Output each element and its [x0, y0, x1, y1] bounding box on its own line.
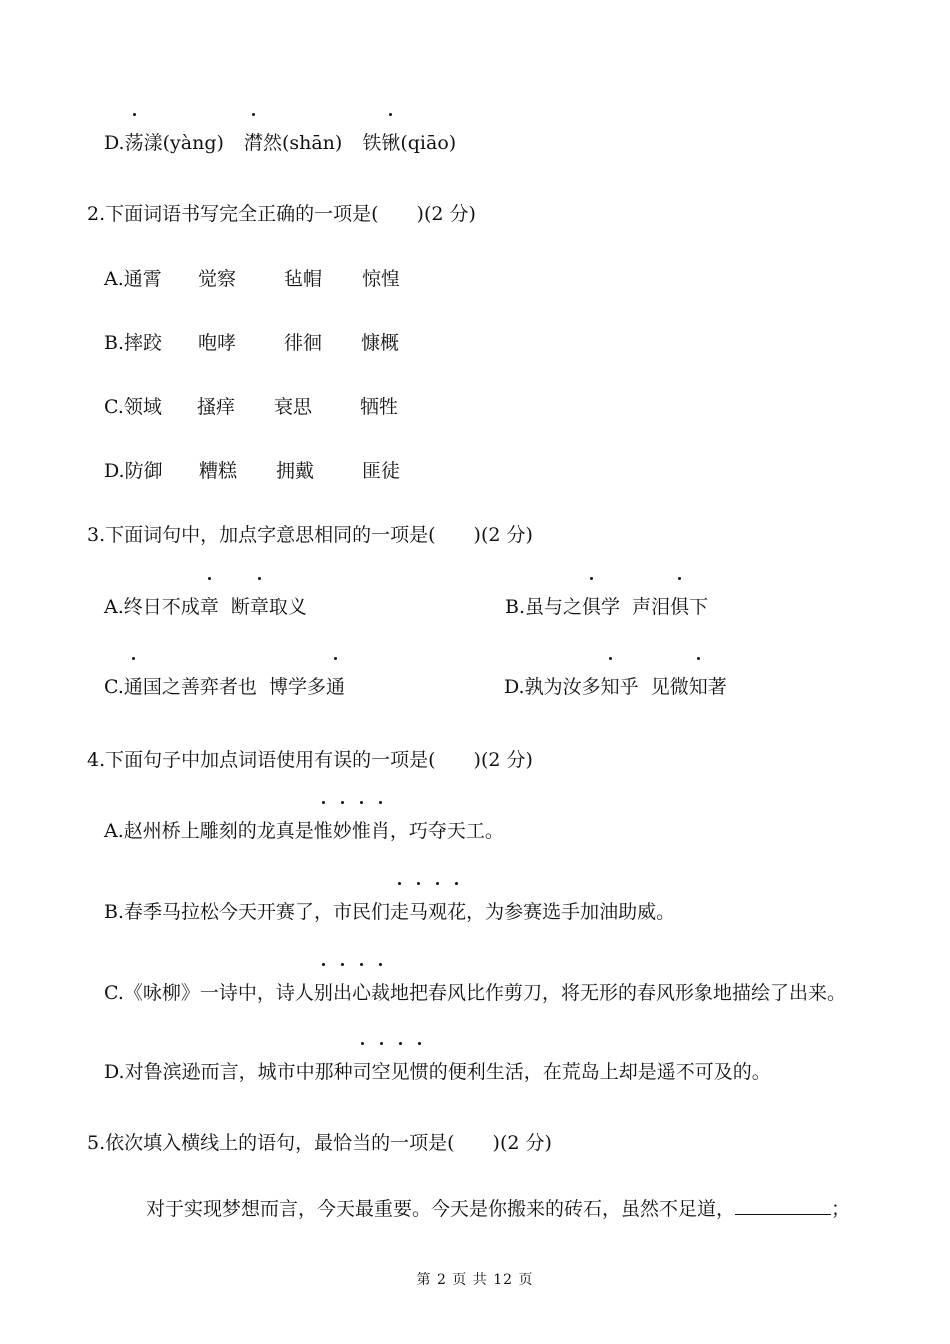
dotted-char: 观: [428, 901, 448, 923]
dotted-char: 通: [123, 676, 143, 698]
dotted-char: 别: [313, 982, 333, 1004]
word: 荡漾(yàng): [124, 132, 224, 154]
dotted-char: 肖: [370, 820, 390, 842]
q1-option-d: [104, 130, 456, 156]
option-label: A.: [104, 596, 124, 618]
dotted-char: 空: [371, 1061, 391, 1083]
dotted-char: 惟: [351, 820, 371, 842]
word: 摔跤: [124, 332, 163, 354]
dotted-char: 知: [688, 676, 708, 698]
word: 领域: [123, 396, 162, 418]
q5-passage: 对于实现梦想而言，今天最重要。今天是你搬来的砖石，虽然不足道， ；: [146, 1198, 851, 1220]
dotted-char: 惟: [313, 820, 333, 842]
dotted-char: 见: [390, 1061, 410, 1083]
q2-stem: 2.下面词语书写完全正确的一项是( )(2 分): [87, 203, 476, 225]
word: 咆哮: [198, 332, 237, 354]
option-label: C.: [104, 982, 124, 1004]
q4-option-d: D.对鲁滨逊而言，城市中那种司空见惯的便利生活，在荒岛上却是遥不可及的。: [104, 1061, 771, 1083]
q4-option-a: A.赵州桥上雕刻的龙真是惟妙惟肖，巧夺天工。: [104, 820, 504, 842]
dotted-char: 知: [600, 676, 620, 698]
answer-blank: [735, 1196, 831, 1215]
word: 徘徊: [284, 332, 323, 354]
dotted-char: 裁: [370, 982, 390, 1004]
q3-option-b: B.虽与之俱学 声泪俱下: [505, 596, 709, 618]
dotted-char: 俱: [582, 596, 602, 618]
option-label: B.: [505, 596, 526, 618]
q4-option-c: C.《咏柳》一诗中，诗人别出心裁地把春风比作剪刀，将无形的春风形象地描绘了出来。: [104, 982, 846, 1004]
option-label: A.: [104, 820, 124, 842]
word: 衰思: [274, 396, 313, 418]
q5-stem: 5.依次填入横线上的语句，最恰当的一项是( )(2 分): [87, 1132, 552, 1154]
word: 惊惶: [362, 268, 401, 290]
q3-option-a: A.终日不成章 断章取义: [104, 596, 307, 618]
word: 拥戴: [276, 460, 315, 482]
word: 通霄: [123, 268, 162, 290]
word: 糟糕: [199, 460, 238, 482]
dotted-char: 荡: [124, 132, 144, 154]
dotted-char: 花: [447, 901, 467, 923]
word: 防御: [124, 460, 163, 482]
word: 毡帽: [284, 268, 323, 290]
word: 搔痒: [197, 396, 236, 418]
word: 牺牲: [360, 396, 399, 418]
option-label: C.: [104, 676, 124, 698]
q2-option-b: [104, 330, 400, 356]
q4-option-b: B.春季马拉松今天开赛了，市民们走马观花，为参赛选手加油助威。: [104, 901, 676, 923]
option-label: D.: [104, 132, 125, 154]
word: 铁锹(qiāo): [362, 132, 457, 154]
q4-stem: 4.下面句子中加点词语使用有误的一项是( )(2 分): [87, 749, 533, 771]
q2-option-c: [104, 394, 399, 420]
word: 匪徒: [362, 460, 401, 482]
page-footer: 第 2 页 共 12 页: [416, 1272, 534, 1288]
option-label: B.: [104, 901, 125, 923]
dotted-char: 章: [249, 596, 269, 618]
word: 慷概: [361, 332, 400, 354]
dotted-char: 马: [409, 901, 429, 923]
dotted-char: 通: [326, 676, 346, 698]
dotted-char: 出: [332, 982, 352, 1004]
option-label: D.: [104, 460, 125, 482]
option-label: D.: [104, 1061, 125, 1083]
dotted-char: 潸: [243, 132, 263, 154]
option-label: B.: [104, 332, 125, 354]
word: 觉察: [198, 268, 237, 290]
dotted-char: 章: [199, 596, 219, 618]
option-label: A.: [104, 268, 124, 290]
dotted-char: 心: [351, 982, 371, 1004]
dotted-char: 惯: [409, 1061, 429, 1083]
q3-option-c: C.通国之善弈者也 博学多通: [104, 676, 346, 698]
dotted-char: 锹: [381, 132, 401, 154]
q2-option-a: [104, 266, 401, 292]
option-label: D.: [504, 676, 525, 698]
dotted-char: 妙: [332, 820, 352, 842]
q3-stem: 3.下面词句中，加点字意思相同的一项是( )(2 分): [87, 524, 533, 546]
dotted-char: 司: [352, 1061, 372, 1083]
option-label: C.: [104, 396, 124, 418]
q2-option-d: [104, 458, 401, 484]
dotted-char: 俱: [670, 596, 690, 618]
q3-option-d: D.孰为汝多知乎 见微知著: [504, 676, 727, 698]
word: 潸然(shān): [243, 132, 343, 154]
dotted-char: 走: [390, 901, 410, 923]
